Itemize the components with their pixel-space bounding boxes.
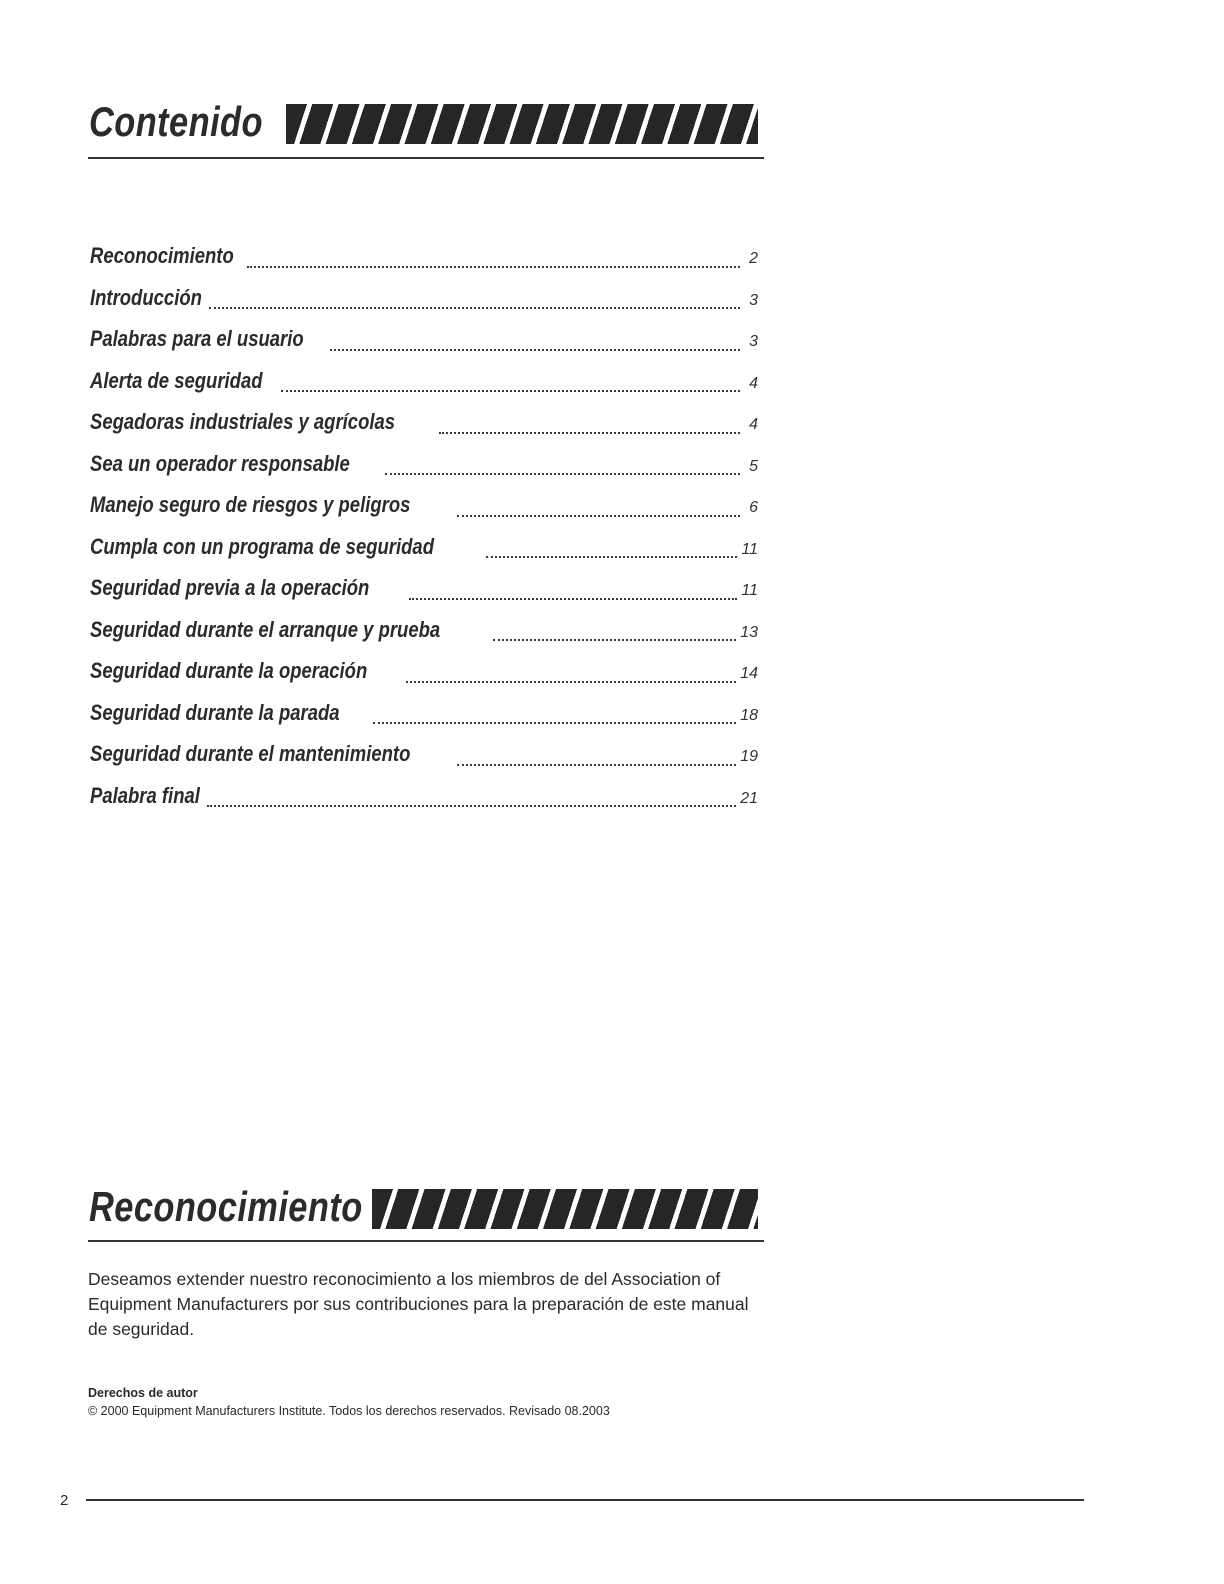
toc-dot-leader (373, 722, 736, 724)
toc-entry[interactable] (90, 778, 758, 820)
toc-entry-page: 11 (741, 540, 758, 558)
copyright-title: Derechos de autor (88, 1386, 198, 1400)
toc-entry-page: 4 (749, 416, 758, 433)
toc-dot-leader (281, 390, 740, 392)
toc-dot-leader (330, 349, 740, 351)
toc-entry-title: Seguridad previa a la operación (90, 575, 370, 600)
table-of-contents (90, 238, 758, 819)
toc-entry-title: Alerta de seguridad (90, 367, 263, 393)
toc-entry-page: 13 (740, 623, 758, 641)
toc-entry-title: Sea un operador responsable (90, 450, 350, 476)
toc-entry-page: 4 (749, 374, 758, 392)
toc-entry-title: Manejo seguro de riesgos y peligros (90, 492, 411, 517)
acknowledgement-heading-stripes (372, 1189, 758, 1229)
page-number: 2 (60, 1492, 69, 1509)
toc-entry[interactable] (90, 736, 758, 778)
toc-dot-leader (486, 556, 738, 558)
toc-dot-leader (385, 473, 740, 475)
toc-dot-leader (457, 515, 740, 517)
toc-entry-page: 3 (749, 291, 758, 309)
toc-entry[interactable] (90, 695, 758, 737)
toc-entry[interactable] (90, 404, 758, 446)
toc-entry[interactable] (90, 363, 758, 405)
toc-entry-title: Seguridad durante la operación (90, 658, 368, 683)
toc-entry-page: 21 (740, 789, 758, 807)
toc-dot-leader (493, 639, 736, 641)
toc-entry-page: 19 (740, 748, 758, 765)
toc-entry-title: Cumpla con un programa de seguridad (90, 533, 434, 559)
toc-entry-title: Palabras para el usuario (90, 326, 304, 351)
toc-dot-leader (457, 764, 736, 766)
contents-heading: Contenido (89, 98, 263, 145)
toc-dot-leader (207, 805, 736, 807)
toc-entry[interactable] (90, 238, 758, 280)
toc-dot-leader (209, 307, 740, 309)
acknowledgement-body: Deseamos extender nuestro reconocimiento a los miembros de del Association of Equipment Manufacturers por sus contribuciones para la preparación de este manual de seguridad. (88, 1269, 749, 1339)
toc-entry-page: 14 (740, 665, 758, 682)
copyright-text: © 2000 Equipment Manufacturers Institute. Todos los derechos reservados. Revisado 08.2003 (88, 1404, 610, 1418)
toc-entry-title: Palabra final (90, 782, 200, 808)
contents-heading-rule (88, 157, 764, 159)
toc-entry-title: Seguridad durante la parada (90, 699, 340, 725)
footer-rule (86, 1499, 1084, 1501)
toc-entry-title: Reconocimiento (90, 243, 234, 268)
toc-entry[interactable] (90, 446, 758, 488)
toc-dot-leader (439, 432, 740, 434)
toc-entry[interactable] (90, 321, 758, 363)
toc-entry[interactable] (90, 570, 758, 612)
toc-entry[interactable] (90, 653, 758, 695)
toc-entry[interactable] (90, 280, 758, 322)
toc-entry[interactable] (90, 487, 758, 529)
toc-entry-title: Seguridad durante el arranque y prueba (90, 616, 441, 642)
toc-entry-page: 2 (749, 250, 758, 267)
toc-dot-leader (247, 266, 740, 268)
acknowledgement-heading: Reconocimiento (89, 1183, 363, 1230)
toc-entry-title: Introducción (90, 284, 202, 310)
toc-entry[interactable] (90, 612, 758, 654)
toc-entry-page: 6 (749, 499, 758, 516)
toc-entry-title: Segadoras industriales y agrícolas (90, 409, 396, 434)
toc-entry-page: 3 (749, 333, 758, 350)
toc-entry[interactable] (90, 529, 758, 571)
contents-heading-stripes (286, 104, 758, 144)
toc-entry-page: 11 (741, 582, 758, 599)
acknowledgement-heading-rule (88, 1240, 764, 1242)
toc-dot-leader (409, 598, 738, 600)
toc-entry-title: Seguridad durante el mantenimiento (90, 741, 411, 766)
toc-entry-page: 5 (749, 457, 758, 475)
toc-dot-leader (406, 681, 736, 683)
toc-entry-page: 18 (740, 706, 758, 724)
